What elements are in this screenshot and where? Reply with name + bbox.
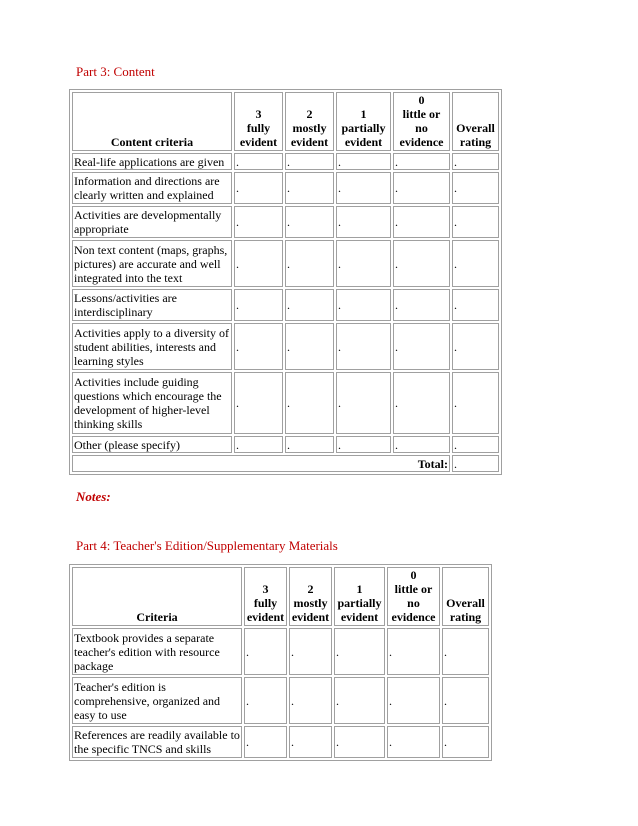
overall-cell[interactable]: .: [452, 153, 499, 170]
score-1-cell[interactable]: .: [336, 323, 391, 370]
score-0-cell[interactable]: .: [387, 677, 440, 724]
score-1-cell[interactable]: .: [334, 726, 385, 758]
criterion-label: References are readily available to the specific TNCS and skills: [72, 726, 242, 758]
score-2-cell[interactable]: .: [285, 323, 334, 370]
criterion-label: Real-life applications are given: [72, 153, 232, 170]
table-row: [72, 372, 499, 434]
score-3-cell[interactable]: .: [244, 726, 287, 758]
score-3-cell[interactable]: .: [234, 323, 283, 370]
score-3-cell[interactable]: .: [234, 240, 283, 287]
score-2-cell[interactable]: .: [285, 153, 334, 170]
score-0-header: 0 little or no evidence: [387, 567, 440, 626]
score-3-cell[interactable]: .: [234, 436, 283, 453]
table-row: [72, 206, 499, 238]
score-2-cell[interactable]: .: [285, 206, 334, 238]
score-2-cell[interactable]: .: [285, 372, 334, 434]
score-0-cell[interactable]: .: [387, 726, 440, 758]
score-1-header: 1 partially evident: [336, 92, 391, 151]
score-2-cell[interactable]: .: [289, 726, 332, 758]
criterion-label: Activities include guiding questions which encourage the development of higher-level thinking skills: [72, 372, 232, 434]
content-criteria-table: [69, 89, 502, 475]
header-row: [72, 567, 489, 626]
part4-title: Part 4: Teacher's Edition/Supplementary Materials: [76, 538, 338, 553]
criterion-label: Activities apply to a diversity of student abilities, interests and learning styles: [72, 323, 232, 370]
table-row: [72, 323, 499, 370]
score-0-cell[interactable]: .: [393, 436, 450, 453]
score-3-cell[interactable]: .: [234, 289, 283, 321]
score-2-cell[interactable]: .: [285, 172, 334, 204]
overall-cell[interactable]: .: [442, 726, 489, 758]
criterion-label: Other (please specify): [72, 436, 232, 453]
total-row: [72, 455, 499, 472]
score-1-header: 1 partially evident: [334, 567, 385, 626]
criterion-label: Information and directions are clearly written and explained: [72, 172, 232, 204]
score-3-header: 3 fully evident: [244, 567, 287, 626]
score-3-cell[interactable]: .: [234, 172, 283, 204]
table-row: [72, 677, 489, 724]
score-3-cell[interactable]: .: [244, 677, 287, 724]
score-0-header: 0 little or no evidence: [393, 92, 450, 151]
score-0-cell[interactable]: .: [393, 153, 450, 170]
table-row: [72, 172, 499, 204]
score-1-cell[interactable]: .: [336, 372, 391, 434]
overall-header: Overall rating: [452, 92, 499, 151]
score-0-cell[interactable]: .: [393, 372, 450, 434]
score-0-cell[interactable]: .: [393, 206, 450, 238]
score-2-cell[interactable]: .: [285, 436, 334, 453]
overall-header: Overall rating: [442, 567, 489, 626]
table-row: [72, 436, 499, 453]
score-0-cell[interactable]: .: [393, 240, 450, 287]
score-3-cell[interactable]: .: [234, 206, 283, 238]
score-3-header: 3 fully evident: [234, 92, 283, 151]
overall-cell[interactable]: .: [452, 436, 499, 453]
criteria-header: Criteria: [72, 567, 242, 626]
total-cell[interactable]: .: [452, 455, 499, 472]
criterion-label: Non text content (maps, graphs, pictures) are accurate and well integrated into the text: [72, 240, 232, 287]
score-1-cell[interactable]: .: [336, 172, 391, 204]
notes-heading: Notes:: [76, 489, 111, 504]
overall-cell[interactable]: .: [452, 289, 499, 321]
table-row: [72, 628, 489, 675]
overall-cell[interactable]: .: [452, 206, 499, 238]
score-1-cell[interactable]: .: [336, 240, 391, 287]
score-2-cell[interactable]: .: [285, 289, 334, 321]
table-row: [72, 240, 499, 287]
score-3-cell[interactable]: .: [234, 153, 283, 170]
part3-title: Part 3: Content: [76, 64, 155, 79]
score-3-cell[interactable]: .: [244, 628, 287, 675]
table-row: [72, 153, 499, 170]
criterion-label: Lessons/activities are interdisciplinary: [72, 289, 232, 321]
score-3-cell[interactable]: .: [234, 372, 283, 434]
score-1-cell[interactable]: .: [336, 206, 391, 238]
score-0-cell[interactable]: .: [387, 628, 440, 675]
score-2-header: 2 mostly evident: [285, 92, 334, 151]
score-0-cell[interactable]: .: [393, 323, 450, 370]
score-0-cell[interactable]: .: [393, 172, 450, 204]
overall-cell[interactable]: .: [452, 172, 499, 204]
criterion-label: Activities are developmentally appropriate: [72, 206, 232, 238]
overall-cell[interactable]: .: [452, 323, 499, 370]
score-2-header: 2 mostly evident: [289, 567, 332, 626]
overall-cell[interactable]: .: [442, 677, 489, 724]
score-0-cell[interactable]: .: [393, 289, 450, 321]
score-1-cell[interactable]: .: [336, 289, 391, 321]
overall-cell[interactable]: .: [452, 240, 499, 287]
score-1-cell[interactable]: .: [336, 153, 391, 170]
criterion-label: Teacher's edition is comprehensive, organized and easy to use: [72, 677, 242, 724]
overall-cell[interactable]: .: [442, 628, 489, 675]
table-row: [72, 289, 499, 321]
score-2-cell[interactable]: .: [289, 628, 332, 675]
total-label: Total:: [72, 455, 450, 472]
score-2-cell[interactable]: .: [285, 240, 334, 287]
score-1-cell[interactable]: .: [334, 628, 385, 675]
teacher-edition-table: [69, 564, 492, 761]
overall-cell[interactable]: .: [452, 372, 499, 434]
table-row: [72, 726, 489, 758]
score-2-cell[interactable]: .: [289, 677, 332, 724]
criteria-header: Content criteria: [72, 92, 232, 151]
criterion-label: Textbook provides a separate teacher's edition with resource package: [72, 628, 242, 675]
header-row: [72, 92, 499, 151]
score-1-cell[interactable]: .: [334, 677, 385, 724]
score-1-cell[interactable]: .: [336, 436, 391, 453]
